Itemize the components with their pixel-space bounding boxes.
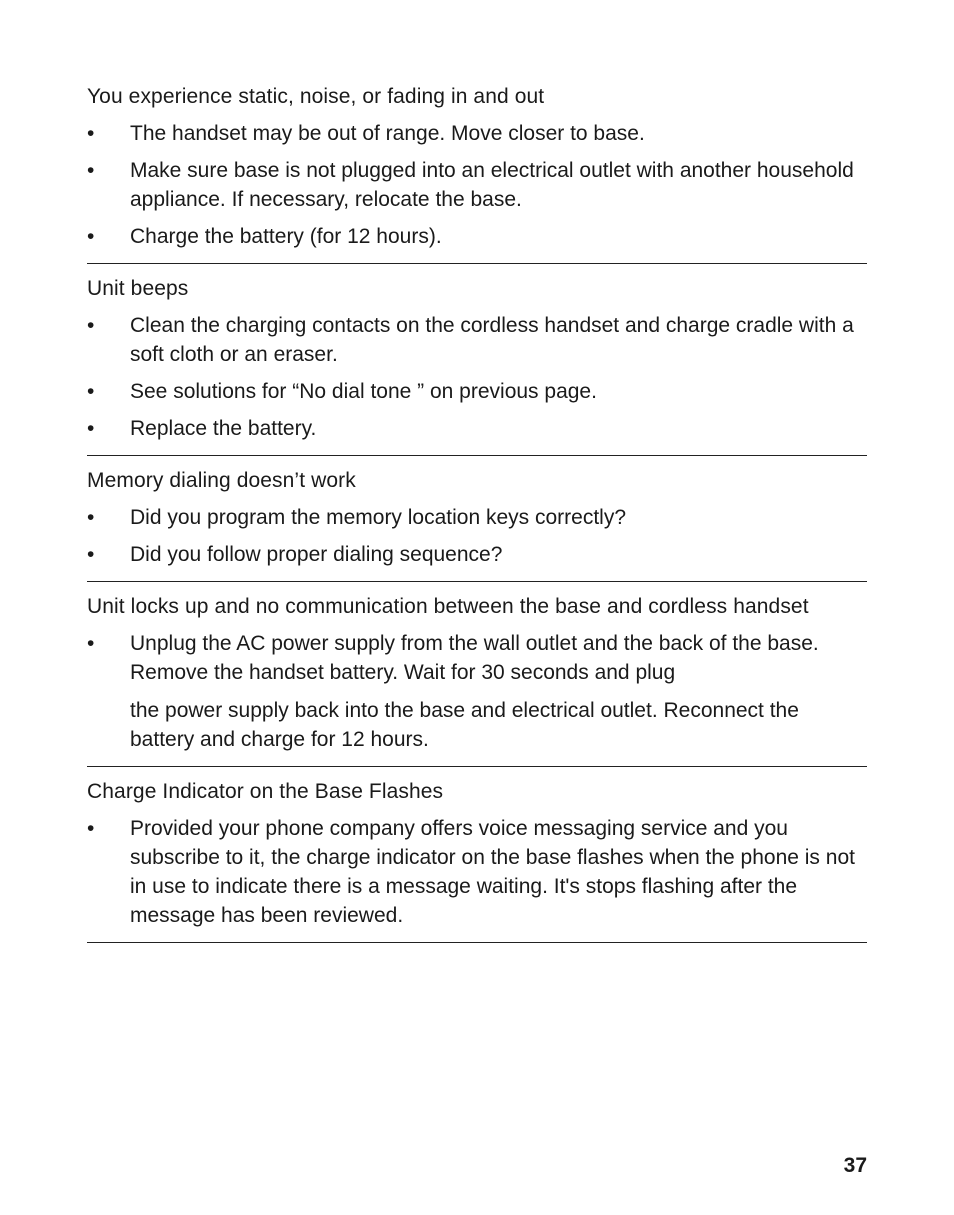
bullet-item	[87, 377, 867, 406]
bullet-icon: •	[87, 543, 95, 566]
bullet-item	[87, 156, 867, 214]
troubleshooting-section	[87, 592, 867, 767]
bullet-text: Provided your phone company offers voice messaging service and you subscribe to it, the charge indicator on the base flashes when the phone is not in use to indicate there is a message waiting. It's stops flashing after the message has been reviewed.	[130, 817, 855, 927]
bullet-item	[87, 311, 867, 369]
section-heading: Unit locks up and no communication between the base and cordless handset	[87, 595, 809, 618]
bullet-icon: •	[87, 225, 95, 248]
troubleshooting-section	[87, 466, 867, 582]
section-heading: You experience static, noise, or fading in and out	[87, 85, 545, 108]
bullet-text: Replace the battery.	[130, 417, 317, 440]
bullet-icon: •	[87, 159, 95, 182]
bullet-icon: •	[87, 314, 95, 337]
bullet-text: The handset may be out of range. Move closer to base.	[130, 122, 645, 145]
bullet-item	[87, 629, 867, 754]
bullet-item	[87, 414, 867, 443]
bullet-item	[87, 540, 867, 569]
bullet-text: See solutions for “No dial tone ” on previous page.	[130, 380, 597, 403]
bullet-item	[87, 222, 867, 251]
bullet-text: Make sure base is not plugged into an electrical outlet with another household appliance. If necessary, relocate the base.	[130, 159, 854, 211]
bullet-text: Unplug the AC power supply from the wall outlet and the back of the base. Remove the handset battery. Wait for 30 seconds and plug	[130, 632, 819, 684]
troubleshooting-section	[87, 274, 867, 456]
bullet-icon: •	[87, 817, 95, 840]
section-heading: Memory dialing doesn’t work	[87, 469, 356, 492]
bullet-item	[87, 814, 867, 930]
bullet-text: the power supply back into the base and electrical outlet. Reconnect the battery and charge for 12 hours.	[130, 699, 799, 751]
troubleshooting-section	[87, 777, 867, 943]
troubleshooting-content	[87, 82, 867, 953]
bullet-text: Did you follow proper dialing sequence?	[130, 543, 503, 566]
bullet-text: Did you program the memory location keys correctly?	[130, 506, 627, 529]
bullet-icon: •	[87, 417, 95, 440]
bullet-item	[87, 503, 867, 532]
section-heading: Charge Indicator on the Base Flashes	[87, 780, 444, 803]
page-number: 37	[843, 1154, 867, 1177]
troubleshooting-section	[87, 82, 867, 264]
bullet-text: Charge the battery (for 12 hours).	[130, 225, 442, 248]
bullet-icon: •	[87, 632, 95, 655]
bullet-icon: •	[87, 122, 95, 145]
bullet-icon: •	[87, 506, 95, 529]
bullet-text: Clean the charging contacts on the cordless handset and charge cradle with a soft cloth or an eraser.	[130, 314, 854, 366]
bullet-item	[87, 119, 867, 148]
bullet-icon: •	[87, 380, 95, 403]
section-heading: Unit beeps	[87, 277, 189, 300]
